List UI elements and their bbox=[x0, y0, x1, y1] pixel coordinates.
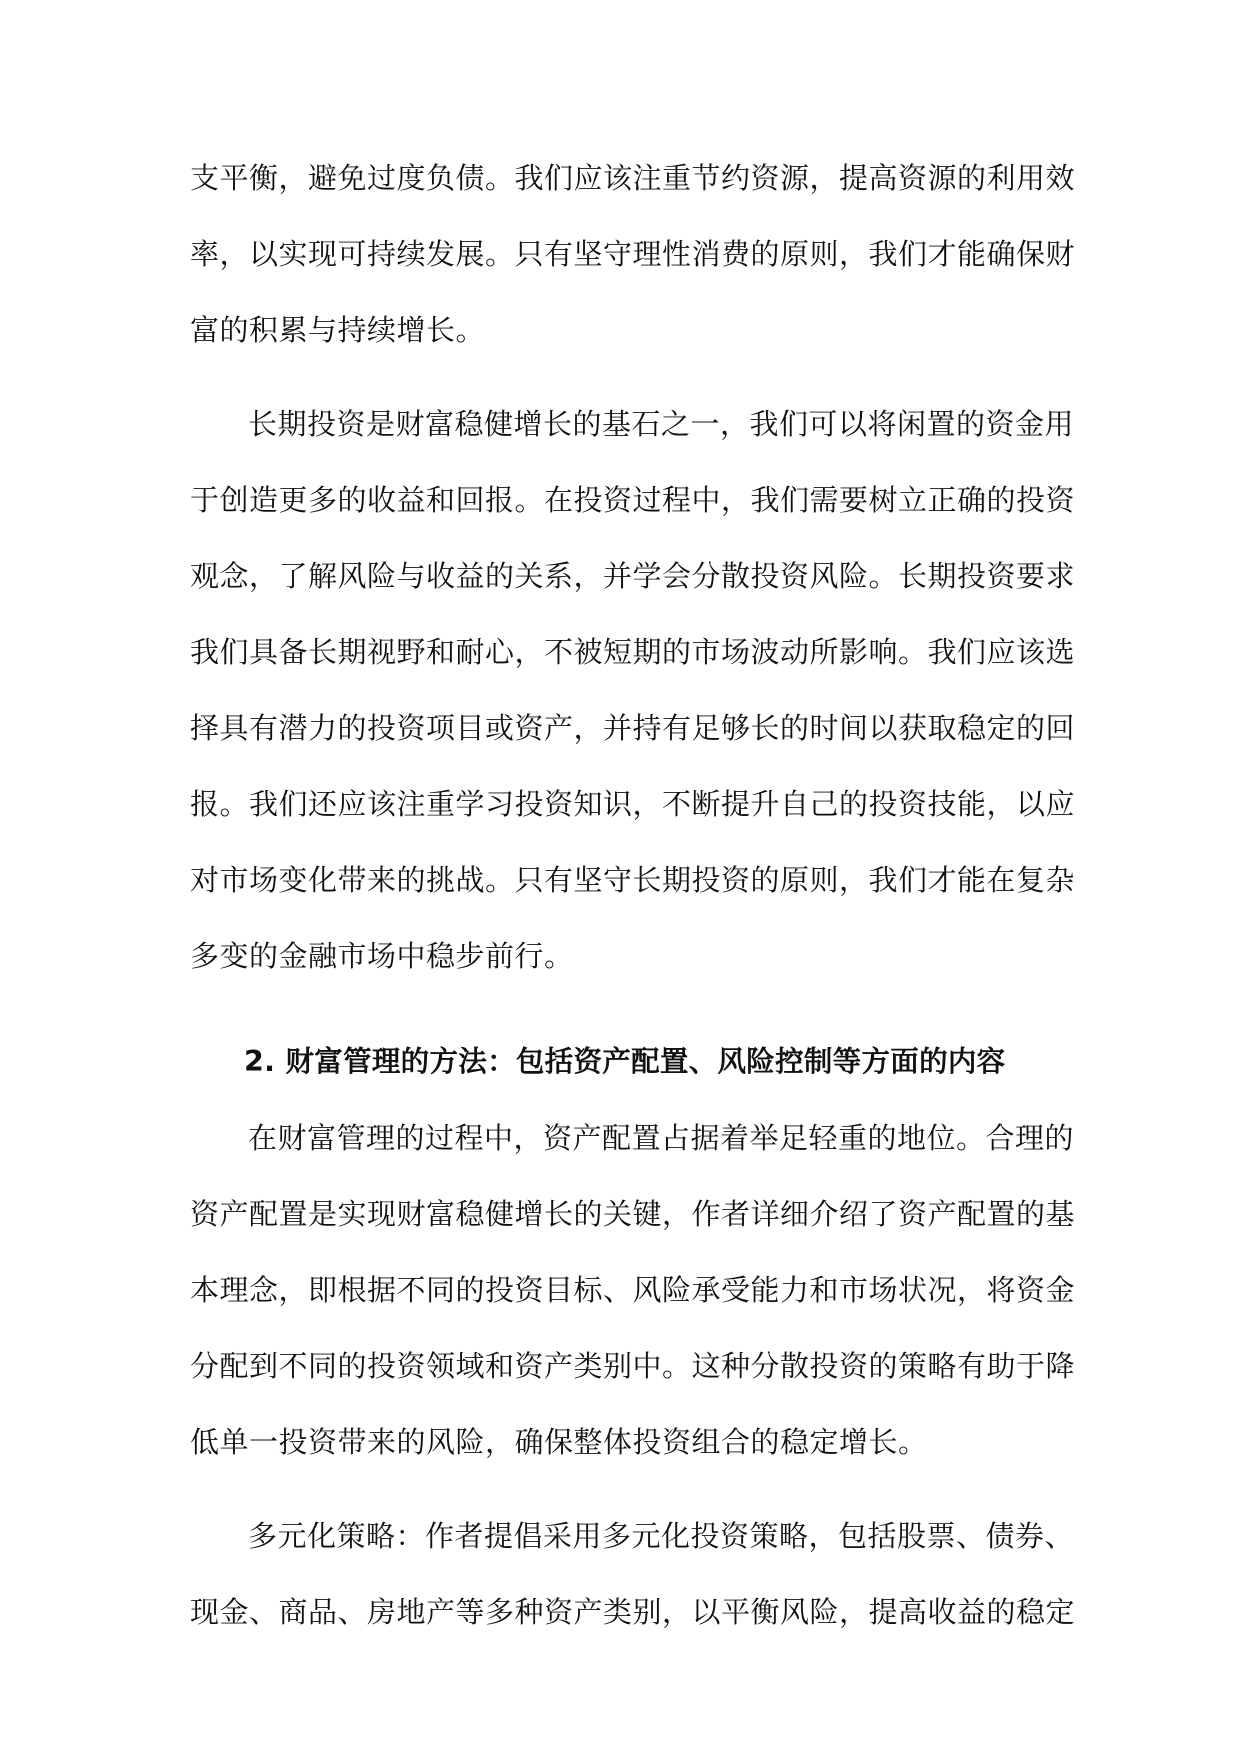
paragraph bbox=[190, 1100, 1076, 1480]
text-line: 低单一投资带来的风险，确保整体投资组合的稳定增长。 bbox=[190, 1425, 928, 1459]
text-line: 择具有潜力的投资项目或资产，并持有足够长的时间以获取稳定的回 bbox=[190, 711, 1076, 745]
text-line: 长期投资是财富稳健增长的基石之一，我们可以将闲置的资金用 bbox=[248, 407, 1075, 441]
text-line: 报。我们还应该注重学习投资知识，不断提升自己的投资技能，以应 bbox=[190, 787, 1076, 821]
text-line: 在财富管理的过程中，资产配置占据着举足轻重的地位。合理的 bbox=[248, 1121, 1075, 1155]
paragraph bbox=[190, 1498, 1076, 1650]
text-line: 本理念，即根据不同的投资目标、风险承受能力和市场状况，将资金 bbox=[190, 1273, 1076, 1307]
text-line: 我们具备长期视野和耐心，不被短期的市场波动所影响。我们应该选 bbox=[190, 635, 1076, 669]
text-line: 多元化策略：作者提倡采用多元化投资策略，包括股票、债券、 bbox=[248, 1519, 1075, 1553]
text-line: 观念，了解风险与收益的关系，并学会分散投资风险。长期投资要求 bbox=[190, 559, 1076, 593]
section-heading: 2. 财富管理的方法：包括资产配置、风险控制等方面的内容 bbox=[244, 1045, 1006, 1078]
text-line: 于创造更多的收益和回报。在投资过程中，我们需要树立正确的投资 bbox=[190, 483, 1076, 517]
text-line: 分配到不同的投资领域和资产类别中。这种分散投资的策略有助于降 bbox=[190, 1349, 1076, 1383]
text-line: 率，以实现可持续发展。只有坚守理性消费的原则，我们才能确保财 bbox=[190, 237, 1076, 271]
text-line: 现金、商品、房地产等多种资产类别，以平衡风险，提高收益的稳定 bbox=[190, 1595, 1076, 1629]
text-line: 对市场变化带来的挑战。只有坚守长期投资的原则，我们才能在复杂 bbox=[190, 863, 1076, 897]
paragraph bbox=[190, 140, 1076, 368]
text-line: 富的积累与持续增长。 bbox=[190, 313, 486, 347]
text-line: 多变的金融市场中稳步前行。 bbox=[190, 939, 574, 973]
text-line: 资产配置是实现财富稳健增长的关键，作者详细介绍了资产配置的基 bbox=[190, 1197, 1076, 1231]
paragraph bbox=[190, 386, 1076, 994]
text-line: 支平衡，避免过度负债。我们应该注重节约资源，提高资源的利用效 bbox=[190, 161, 1076, 195]
document-body bbox=[190, 140, 1076, 1650]
